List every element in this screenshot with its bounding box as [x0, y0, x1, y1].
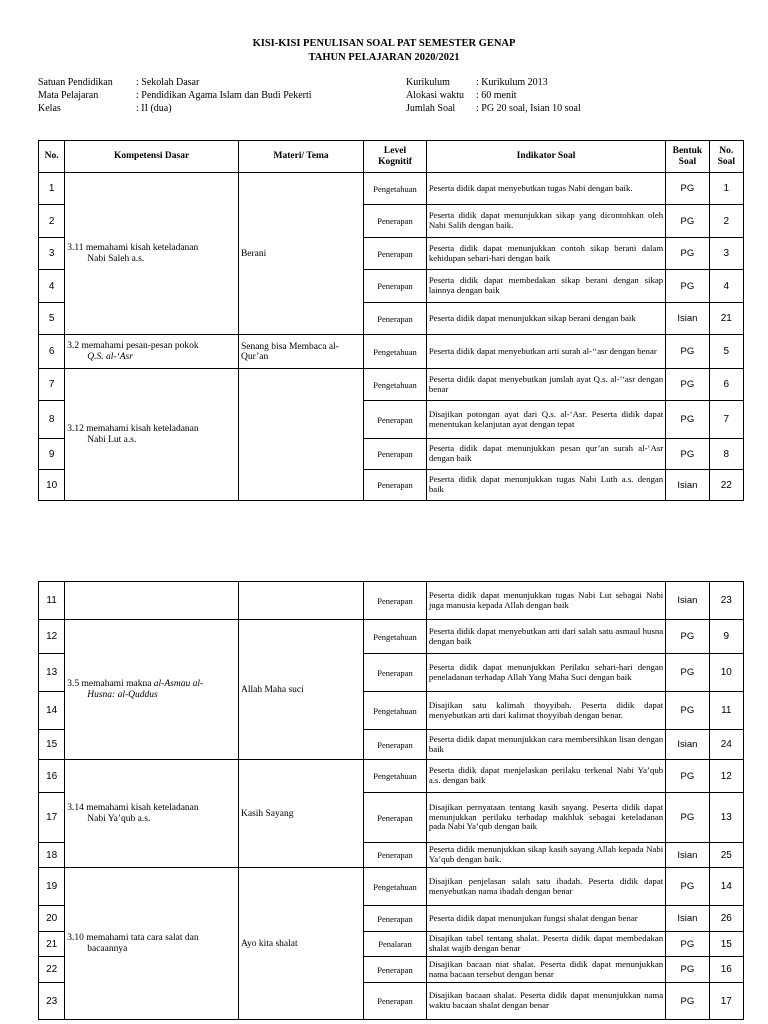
- cell-no: 10: [39, 470, 65, 501]
- kd-text: Q.S. al-‘Asr: [87, 351, 133, 362]
- cell-bentuk: Isian: [666, 582, 709, 620]
- table-row: [39, 369, 744, 401]
- cell-no: 14: [39, 692, 65, 730]
- table-row: [39, 335, 744, 369]
- cell-no: 17: [39, 793, 65, 843]
- cell-nosoal: 4: [709, 270, 743, 303]
- cell-level: Pengetahuan: [364, 620, 427, 654]
- cell-bentuk: PG: [666, 957, 709, 983]
- cell-level: Pengetahuan: [364, 369, 427, 401]
- cell-indikator: Disajikan potongan ayat dari Q.s. al-‘Asr. Peserta didik dapat menentukan kelanjutan ayat dengan tepat: [426, 401, 665, 439]
- cell-nosoal: 7: [709, 401, 743, 439]
- cell-indikator: Peserta didik dapat menyebutkan tugas Nabi dengan baik.: [426, 173, 665, 205]
- cell-bentuk: PG: [666, 760, 709, 793]
- kisi-table-page-2: [38, 581, 744, 1020]
- meta-row-3: [38, 103, 172, 114]
- cell-level: Penerapan: [364, 205, 427, 238]
- table-row: [39, 173, 744, 205]
- cell-nosoal: 2: [709, 205, 743, 238]
- cell-indikator: Peserta didik menunjukkan sikap kasih sayang Allah kepada Nabi Ya’qub dengan baik.: [426, 843, 665, 868]
- meta-row-1: [38, 77, 199, 88]
- cell-nosoal: 25: [709, 843, 743, 868]
- cell-indikator: Peserta didik dapat menunjukkan tugas Nabi Lut sebagai Nabi juga manusia kepada Allah dengan baik: [426, 582, 665, 620]
- cell-nosoal: 15: [709, 932, 743, 957]
- cell-kd: [65, 582, 239, 620]
- cell-no: 20: [39, 906, 65, 932]
- meta-label: Mata Pelajaran: [38, 90, 99, 101]
- cell-nosoal: 14: [709, 868, 743, 906]
- cell-level: Pengetahuan: [364, 692, 427, 730]
- cell-nosoal: 5: [709, 335, 743, 369]
- cell-indikator: Disajikan tabel tentang shalat. Peserta didik dapat membedakan shalat wajib dengan benar: [426, 932, 665, 957]
- meta-value: : Pendidikan Agama Islam dan Budi Pekerti: [136, 90, 312, 101]
- meta-label: Satuan Pendidikan: [38, 77, 113, 88]
- cell-indikator: Peserta didik dapat menunjukkan sikap berani dengan baik: [426, 303, 665, 335]
- kd-text: 3.2 memahami pesan-pesan pokok: [67, 340, 199, 351]
- cell-indikator: Disajikan satu kalimah thoyyibah. Peserta didik dapat menyebutkan arti dari kalimat thoyyibah dengan benar.: [426, 692, 665, 730]
- cell-no: 9: [39, 439, 65, 470]
- cell-level: Penerapan: [364, 238, 427, 270]
- cell-bentuk: PG: [666, 173, 709, 205]
- table-row: [39, 620, 744, 654]
- cell-no: 21: [39, 932, 65, 957]
- meta-row-2: [38, 90, 312, 101]
- cell-no: 13: [39, 654, 65, 692]
- cell-indikator: Disajikan bacaan shalat. Peserta didik dapat menunjukkan nama waktu bacaan shalat dengan benar: [426, 983, 665, 1020]
- cell-nosoal: 11: [709, 692, 743, 730]
- kd-text: 3.14 memahami kisah keteladanan: [67, 802, 199, 813]
- cell-bentuk: Isian: [666, 906, 709, 932]
- kd-text: bacaannya: [87, 943, 128, 954]
- cell-bentuk: Isian: [666, 470, 709, 501]
- meta-value: : II (dua): [136, 103, 172, 114]
- cell-nosoal: 23: [709, 582, 743, 620]
- cell-level: Penerapan: [364, 983, 427, 1020]
- cell-indikator: Peserta didik dapat menunjukkan pesan qur’an surah al-‘Asr dengan baik: [426, 439, 665, 470]
- cell-indikator: Peserta didik dapat membedakan sikap berani dengan sikap lainnya dengan baik: [426, 270, 665, 303]
- cell-level: Penerapan: [364, 303, 427, 335]
- meta-label: Kurikulum: [406, 77, 450, 88]
- cell-level: Penalaran: [364, 932, 427, 957]
- cell-nosoal: 22: [709, 470, 743, 501]
- cell-nosoal: 6: [709, 369, 743, 401]
- cell-nosoal: 12: [709, 760, 743, 793]
- cell-kd: [65, 620, 239, 760]
- table-header-row: [39, 141, 744, 173]
- kd-text: 3.5 memahami makna: [67, 678, 154, 689]
- cell-kd: [65, 868, 239, 1020]
- kd-text: Husna: al-Quddus: [87, 689, 158, 700]
- cell-level: Pengetahuan: [364, 868, 427, 906]
- cell-indikator: Peserta didik dapat menunjukkan sikap yang dicontohkan oleh Nabi Salih dengan baik.: [426, 205, 665, 238]
- cell-level: Penerapan: [364, 730, 427, 760]
- cell-indikator: Peserta didik dapat menunjukkan tugas Nabi Luth a.s. dengan baik: [426, 470, 665, 501]
- meta-label: Kelas: [38, 103, 61, 114]
- cell-bentuk: PG: [666, 205, 709, 238]
- cell-bentuk: PG: [666, 932, 709, 957]
- cell-level: Penerapan: [364, 906, 427, 932]
- kisi-table-page-1: [38, 140, 744, 501]
- cell-kd: [65, 173, 239, 335]
- cell-no: 12: [39, 620, 65, 654]
- cell-materi: Kasih Sayang: [238, 760, 363, 868]
- cell-bentuk: PG: [666, 654, 709, 692]
- cell-bentuk: PG: [666, 439, 709, 470]
- cell-no: 15: [39, 730, 65, 760]
- header-level: Level Kognitif: [364, 141, 427, 173]
- cell-indikator: Peserta didik dapat menunjukan fungsi shalat dengan benar: [426, 906, 665, 932]
- cell-level: Penerapan: [364, 439, 427, 470]
- cell-no: 19: [39, 868, 65, 906]
- cell-materi: Allah Maha suci: [238, 620, 363, 760]
- cell-nosoal: 26: [709, 906, 743, 932]
- meta-value: : PG 20 soal, Isian 10 soal: [476, 103, 581, 114]
- cell-indikator: Peserta didik dapat menunjukkan Perilaku sehari-hari dengan peneladanan terhadap Allah Yang Maha Suci dengan baik: [426, 654, 665, 692]
- header-bentuk: Bentuk Soal: [666, 141, 709, 173]
- table-row: [39, 868, 744, 906]
- cell-level: Penerapan: [364, 470, 427, 501]
- meta-label: Jumlah Soal: [406, 103, 456, 114]
- cell-indikator: Disajikan bacaan niat shalat. Peserta didik dapat menunjukkan nama bacaan tersebut dengan benar: [426, 957, 665, 983]
- cell-no: 23: [39, 983, 65, 1020]
- cell-bentuk: PG: [666, 868, 709, 906]
- cell-no: 5: [39, 303, 65, 335]
- header-no: No.: [39, 141, 65, 173]
- cell-nosoal: 8: [709, 439, 743, 470]
- cell-bentuk: PG: [666, 401, 709, 439]
- cell-bentuk: PG: [666, 692, 709, 730]
- cell-no: 6: [39, 335, 65, 369]
- kd-text: Nabi Saleh a.s.: [87, 253, 145, 264]
- cell-no: 8: [39, 401, 65, 439]
- cell-bentuk: PG: [666, 238, 709, 270]
- kd-text: al-Asmau al-: [153, 678, 204, 689]
- cell-bentuk: Isian: [666, 730, 709, 760]
- cell-nosoal: 10: [709, 654, 743, 692]
- cell-indikator: Peserta didik dapat menunjukkan contoh sikap berani dalam kehidupan sehari-hari dengan baik: [426, 238, 665, 270]
- kd-text: Nabi Lut a.s.: [87, 434, 137, 445]
- cell-bentuk: PG: [666, 270, 709, 303]
- cell-bentuk: Isian: [666, 303, 709, 335]
- cell-nosoal: 1: [709, 173, 743, 205]
- cell-bentuk: PG: [666, 983, 709, 1020]
- meta-row-5: [406, 90, 517, 101]
- cell-nosoal: 16: [709, 957, 743, 983]
- cell-level: Pengetahuan: [364, 335, 427, 369]
- cell-materi: Senang bisa Membaca al-Qur’an: [238, 335, 363, 369]
- kd-text: 3.12 memahami kisah keteladanan: [67, 423, 199, 434]
- cell-bentuk: PG: [666, 335, 709, 369]
- cell-level: Penerapan: [364, 654, 427, 692]
- meta-value: : 60 menit: [476, 90, 517, 101]
- cell-kd: [65, 369, 239, 501]
- meta-value: : Sekolah Dasar: [136, 77, 200, 88]
- cell-materi: [238, 582, 363, 620]
- kd-text: 3.10 memahami tata cara salat dan: [67, 932, 199, 943]
- cell-no: 11: [39, 582, 65, 620]
- header-materi: Materi/ Tema: [238, 141, 363, 173]
- cell-nosoal: 3: [709, 238, 743, 270]
- doc-title: KISI-KISI PENULISAN SOAL PAT SEMESTER GENAP: [252, 38, 516, 49]
- cell-nosoal: 13: [709, 793, 743, 843]
- cell-no: 3: [39, 238, 65, 270]
- cell-nosoal: 24: [709, 730, 743, 760]
- cell-indikator: Peserta didik dapat menunjukkan cara membersihkan lisan dengan baik: [426, 730, 665, 760]
- header-indikator: Indikator Soal: [426, 141, 665, 173]
- cell-level: Penerapan: [364, 793, 427, 843]
- cell-materi: [238, 369, 363, 501]
- cell-level: Pengetahuan: [364, 760, 427, 793]
- cell-no: 22: [39, 957, 65, 983]
- cell-bentuk: PG: [666, 369, 709, 401]
- kd-text: Nabi Ya’qub a.s.: [87, 813, 151, 824]
- cell-bentuk: PG: [666, 793, 709, 843]
- cell-level: Penerapan: [364, 401, 427, 439]
- cell-bentuk: PG: [666, 620, 709, 654]
- cell-indikator: Disajikan pernyataan tentang kasih sayang. Peserta didik dapat menunjukkan perilaku terhadap makhluk sebagai keteladanan pada Nabi Ya’qub dengan baik: [426, 793, 665, 843]
- cell-bentuk: Isian: [666, 843, 709, 868]
- meta-row-4: [406, 77, 548, 88]
- cell-level: Penerapan: [364, 582, 427, 620]
- kd-text: 3.11 memahami kisah keteladanan: [67, 242, 199, 253]
- cell-no: 18: [39, 843, 65, 868]
- cell-materi: Ayo kita shalat: [238, 868, 363, 1020]
- cell-no: 7: [39, 369, 65, 401]
- cell-no: 4: [39, 270, 65, 303]
- doc-subtitle: TAHUN PELAJARAN 2020/2021: [308, 52, 460, 63]
- cell-kd: [65, 760, 239, 868]
- meta-value: : Kurikulum 2013: [476, 77, 548, 88]
- cell-level: Penerapan: [364, 270, 427, 303]
- cell-no: 1: [39, 173, 65, 205]
- cell-kd: [65, 335, 239, 369]
- cell-level: Penerapan: [364, 843, 427, 868]
- table-row: [39, 760, 744, 793]
- header-kd: Kompetensi Dasar: [65, 141, 239, 173]
- cell-indikator: Peserta didik dapat menjelaskan perilaku terkenal Nabi Ya’qub a.s. dengan baik: [426, 760, 665, 793]
- meta-label: Alokasi waktu: [406, 90, 465, 101]
- cell-nosoal: 9: [709, 620, 743, 654]
- cell-indikator: Peserta didik dapat menyebutkan arti surah al-‘‘asr dengan benar: [426, 335, 665, 369]
- cell-no: 2: [39, 205, 65, 238]
- cell-no: 16: [39, 760, 65, 793]
- cell-level: Pengetahuan: [364, 173, 427, 205]
- cell-level: Penerapan: [364, 957, 427, 983]
- meta-row-6: [406, 103, 581, 114]
- header-nosoal: No. Soal: [709, 141, 743, 173]
- cell-indikator: Peserta didik dapat menyebutkan arti dari salah satu asmaul husna dengan baik: [426, 620, 665, 654]
- table-row: [39, 582, 744, 620]
- cell-nosoal: 21: [709, 303, 743, 335]
- cell-indikator: Disajikan penjelasan salah satu ibadah. Peserta didik dapat menyebutkan nama ibadah dengan benar: [426, 868, 665, 906]
- cell-nosoal: 17: [709, 983, 743, 1020]
- cell-materi: Berani: [238, 173, 363, 335]
- cell-indikator: Peserta didik dapat menyebutkan jumlah ayat Q.s. al-‘‘asr dengan benar: [426, 369, 665, 401]
